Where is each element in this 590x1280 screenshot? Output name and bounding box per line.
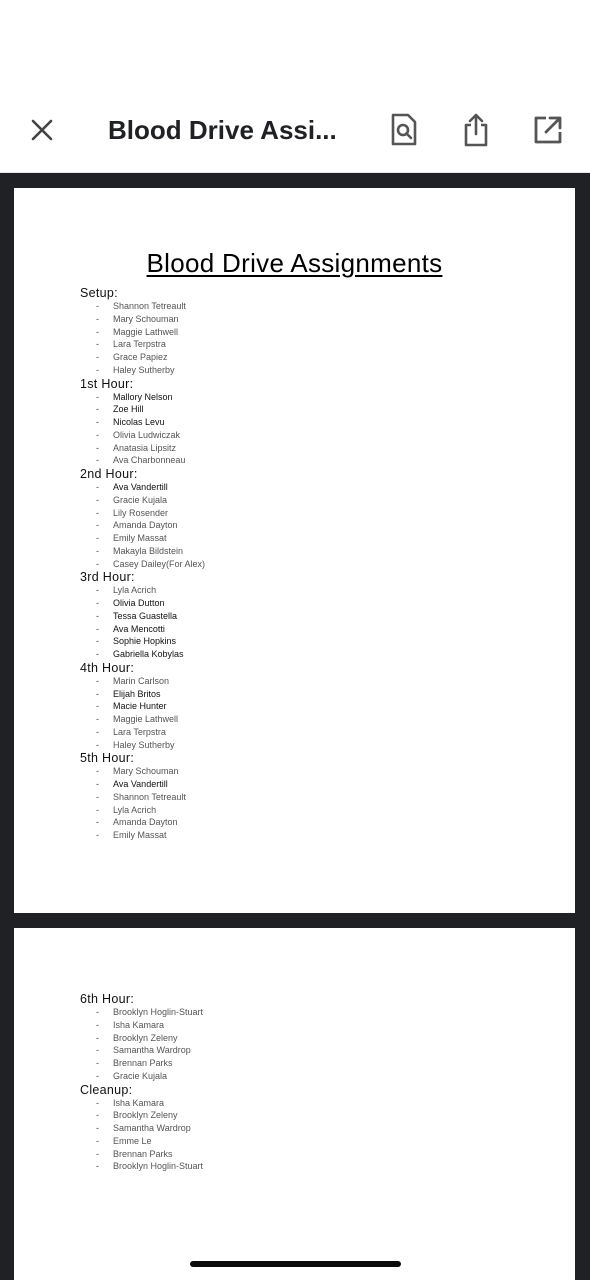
bullet-dash: - bbox=[96, 1019, 99, 1030]
assignee-name: Ava Vandertill bbox=[113, 482, 168, 492]
name-list bbox=[80, 765, 520, 842]
assignee-name: Shannon Tetreault bbox=[113, 301, 186, 311]
list-item bbox=[80, 1044, 520, 1057]
document-page-1 bbox=[14, 188, 575, 913]
assignee-name: Emme Le bbox=[113, 1135, 152, 1146]
list-item bbox=[80, 584, 520, 597]
name-list bbox=[80, 1097, 520, 1174]
bullet-dash: - bbox=[96, 649, 99, 659]
list-item bbox=[80, 532, 520, 545]
section-heading: Setup: bbox=[80, 286, 118, 300]
assignee-name: Gabriella Kobylas bbox=[113, 649, 184, 659]
bullet-dash: - bbox=[96, 1161, 99, 1172]
list-item bbox=[80, 416, 520, 429]
share-button[interactable] bbox=[456, 110, 496, 150]
bullet-dash: - bbox=[96, 1097, 99, 1108]
assignee-name: Tessa Guastella bbox=[113, 610, 178, 621]
bullet-dash: - bbox=[96, 714, 99, 724]
bullet-dash: - bbox=[96, 585, 99, 596]
assignee-name: Brooklyn Hoglin-Stuart bbox=[113, 1161, 204, 1172]
assignee-name: Amanda Dayton bbox=[113, 817, 178, 828]
assignee-name: Brooklyn Zeleny bbox=[113, 1110, 178, 1121]
assignee-name: Brennan Parks bbox=[113, 1148, 173, 1159]
bullet-dash: - bbox=[96, 1110, 99, 1121]
bullet-dash: - bbox=[96, 804, 99, 815]
section-heading: 2nd Hour: bbox=[80, 467, 138, 481]
bullet-dash: - bbox=[96, 636, 99, 647]
list-item bbox=[80, 623, 520, 636]
section-heading: 5th Hour: bbox=[80, 751, 135, 766]
assignee-name: Amanda Dayton bbox=[113, 520, 178, 531]
list-item bbox=[80, 351, 520, 364]
assignee-name: Grace Papiez bbox=[113, 352, 168, 362]
assignee-name: Brennan Parks bbox=[113, 1058, 173, 1068]
bullet-dash: - bbox=[96, 533, 99, 543]
assignee-name: Shannon Tetreault bbox=[113, 791, 186, 802]
bullet-dash: - bbox=[96, 791, 99, 802]
assignee-name: Mary Schouman bbox=[113, 313, 179, 324]
bullet-dash: - bbox=[96, 1058, 99, 1068]
list-item bbox=[80, 494, 520, 507]
document-viewer[interactable] bbox=[0, 173, 590, 1280]
bullet-dash: - bbox=[96, 482, 99, 492]
list-item bbox=[80, 442, 520, 455]
assignee-name: Emily Massat bbox=[113, 830, 167, 840]
name-list bbox=[80, 1006, 520, 1083]
list-item bbox=[80, 765, 520, 778]
list-item bbox=[80, 1109, 520, 1122]
bullet-dash: - bbox=[96, 1007, 99, 1017]
list-item bbox=[80, 300, 520, 313]
assignment-sections bbox=[80, 286, 520, 842]
assignee-name: Makayla Bildstein bbox=[113, 545, 184, 556]
bullet-dash: - bbox=[96, 339, 99, 350]
bullet-dash: - bbox=[96, 1070, 99, 1081]
document-page-2 bbox=[14, 928, 575, 1280]
home-indicator[interactable] bbox=[190, 1261, 401, 1267]
section-heading: Cleanup: bbox=[80, 1082, 133, 1097]
doc-heading: Blood Drive Assignments bbox=[146, 248, 443, 278]
bullet-dash: - bbox=[96, 1148, 99, 1159]
assignee-name: Brooklyn Hoglin-Stuart bbox=[113, 1007, 204, 1017]
section-heading: 4th Hour: bbox=[80, 660, 135, 675]
app-bar bbox=[0, 0, 590, 173]
assignee-name: Nicolas Levu bbox=[113, 417, 165, 427]
name-list bbox=[80, 584, 520, 661]
name-list bbox=[80, 300, 520, 377]
list-item bbox=[80, 597, 520, 610]
list-item bbox=[80, 1070, 520, 1083]
assignee-name: Isha Kamara bbox=[113, 1019, 165, 1030]
list-item bbox=[80, 1148, 520, 1161]
find-in-page-button[interactable] bbox=[384, 110, 424, 150]
assignee-name: Elijah Britos bbox=[113, 688, 161, 699]
assignee-name: Gracie Kujala bbox=[113, 494, 168, 505]
list-item bbox=[80, 1160, 520, 1173]
name-list bbox=[80, 481, 520, 570]
bullet-dash: - bbox=[96, 779, 99, 789]
assignee-name: Brooklyn Zeleny bbox=[113, 1032, 178, 1043]
bullet-dash: - bbox=[96, 830, 99, 840]
assignee-name: Anatasia Lipsitz bbox=[113, 442, 177, 453]
assignee-name: Sophie Hopkins bbox=[113, 636, 177, 647]
list-item bbox=[80, 688, 520, 701]
bullet-dash: - bbox=[96, 301, 99, 311]
bullet-dash: - bbox=[96, 1045, 99, 1056]
list-item bbox=[80, 403, 520, 416]
list-item bbox=[80, 429, 520, 442]
assignee-name: Lyla Acrich bbox=[113, 804, 157, 815]
assignee-name: Haley Sutherby bbox=[113, 364, 175, 375]
bullet-dash: - bbox=[96, 675, 99, 686]
list-item bbox=[80, 313, 520, 326]
list-item bbox=[80, 1097, 520, 1110]
assignee-name: Haley Sutherby bbox=[113, 739, 175, 750]
bullet-dash: - bbox=[96, 623, 99, 634]
bullet-dash: - bbox=[96, 766, 99, 777]
list-item bbox=[80, 726, 520, 739]
share-icon bbox=[462, 112, 490, 148]
list-item bbox=[80, 791, 520, 804]
bullet-dash: - bbox=[96, 598, 99, 608]
bullet-dash: - bbox=[96, 494, 99, 505]
bullet-dash: - bbox=[96, 1135, 99, 1146]
open-in-new-button[interactable] bbox=[528, 110, 568, 150]
assignee-name: Ava Vandertill bbox=[113, 779, 168, 789]
bullet-dash: - bbox=[96, 442, 99, 453]
assignee-name: Isha Kamara bbox=[113, 1097, 165, 1108]
bullet-dash: - bbox=[96, 455, 99, 466]
list-item bbox=[80, 558, 520, 571]
list-item bbox=[80, 778, 520, 791]
list-item bbox=[80, 675, 520, 688]
assignee-name: Macie Hunter bbox=[113, 701, 167, 712]
assignee-name: Mallory Nelson bbox=[113, 391, 173, 402]
bullet-dash: - bbox=[96, 1123, 99, 1133]
assignee-name: Lily Rosender bbox=[113, 507, 169, 518]
list-item bbox=[80, 713, 520, 726]
bullet-dash: - bbox=[96, 507, 99, 518]
bullet-dash: - bbox=[96, 545, 99, 556]
list-item bbox=[80, 391, 520, 404]
list-item bbox=[80, 804, 520, 817]
list-item bbox=[80, 816, 520, 829]
bullet-dash: - bbox=[96, 326, 99, 337]
list-item bbox=[80, 635, 520, 648]
bullet-dash: - bbox=[96, 739, 99, 750]
list-item bbox=[80, 454, 520, 467]
list-item bbox=[80, 1032, 520, 1045]
bullet-dash: - bbox=[96, 726, 99, 737]
bullet-dash: - bbox=[96, 404, 99, 415]
section-heading: 6th Hour: bbox=[80, 992, 135, 1006]
open-in-new-icon bbox=[533, 115, 563, 145]
bullet-dash: - bbox=[96, 610, 99, 621]
list-item bbox=[80, 338, 520, 351]
assignee-name: Emily Massat bbox=[113, 533, 167, 543]
close-icon bbox=[30, 118, 54, 142]
list-item bbox=[80, 700, 520, 713]
list-item bbox=[80, 1006, 520, 1019]
assignee-name: Ava Charbonneau bbox=[113, 455, 186, 466]
bullet-dash: - bbox=[96, 364, 99, 375]
bullet-dash: - bbox=[96, 1032, 99, 1043]
bullet-dash: - bbox=[96, 352, 99, 362]
assignee-name: Ava Mencotti bbox=[113, 623, 165, 634]
list-item bbox=[80, 481, 520, 494]
list-item bbox=[80, 648, 520, 661]
assignee-name: Samantha Wardrop bbox=[113, 1123, 191, 1133]
assignment-sections bbox=[80, 992, 520, 1173]
list-item bbox=[80, 364, 520, 377]
list-item bbox=[80, 1135, 520, 1148]
bullet-dash: - bbox=[96, 417, 99, 427]
assignee-name: Olivia Dutton bbox=[113, 598, 165, 608]
section-heading: 3rd Hour: bbox=[80, 570, 135, 585]
list-item bbox=[80, 739, 520, 752]
assignee-name: Samantha Wardrop bbox=[113, 1045, 191, 1056]
list-item bbox=[80, 507, 520, 520]
bullet-dash: - bbox=[96, 391, 99, 402]
list-item bbox=[80, 829, 520, 842]
assignee-name: Zoe Hill bbox=[113, 404, 144, 415]
assignee-name: Casey Dailey(For Alex) bbox=[113, 558, 206, 569]
list-item bbox=[80, 326, 520, 339]
document-title: Blood Drive Assi... bbox=[108, 115, 337, 145]
list-item bbox=[80, 519, 520, 532]
list-item bbox=[80, 610, 520, 623]
assignee-name: Maggie Lathwell bbox=[113, 714, 179, 724]
bullet-dash: - bbox=[96, 429, 99, 440]
assignee-name: Marin Carlson bbox=[113, 675, 170, 686]
name-list bbox=[80, 675, 520, 752]
list-item bbox=[80, 545, 520, 558]
bullet-dash: - bbox=[96, 701, 99, 712]
name-list bbox=[80, 391, 520, 468]
bullet-dash: - bbox=[96, 817, 99, 828]
assignee-name: Lyla Acrich bbox=[113, 585, 157, 596]
bullet-dash: - bbox=[96, 688, 99, 699]
assignee-name: Gracie Kujala bbox=[113, 1070, 168, 1081]
list-item bbox=[80, 1057, 520, 1070]
assignee-name: Lara Terpstra bbox=[113, 726, 166, 737]
list-item bbox=[80, 1019, 520, 1032]
assignee-name: Olivia Ludwiczak bbox=[113, 429, 181, 440]
section-heading: 1st Hour: bbox=[80, 376, 134, 391]
assignee-name: Maggie Lathwell bbox=[113, 326, 179, 337]
close-button[interactable] bbox=[22, 110, 62, 150]
find-in-page-icon bbox=[390, 113, 418, 147]
bullet-dash: - bbox=[96, 313, 99, 324]
assignee-name: Mary Schouman bbox=[113, 766, 179, 777]
list-item bbox=[80, 1122, 520, 1135]
assignee-name: Lara Terpstra bbox=[113, 339, 166, 350]
bullet-dash: - bbox=[96, 520, 99, 531]
bullet-dash: - bbox=[96, 558, 99, 569]
